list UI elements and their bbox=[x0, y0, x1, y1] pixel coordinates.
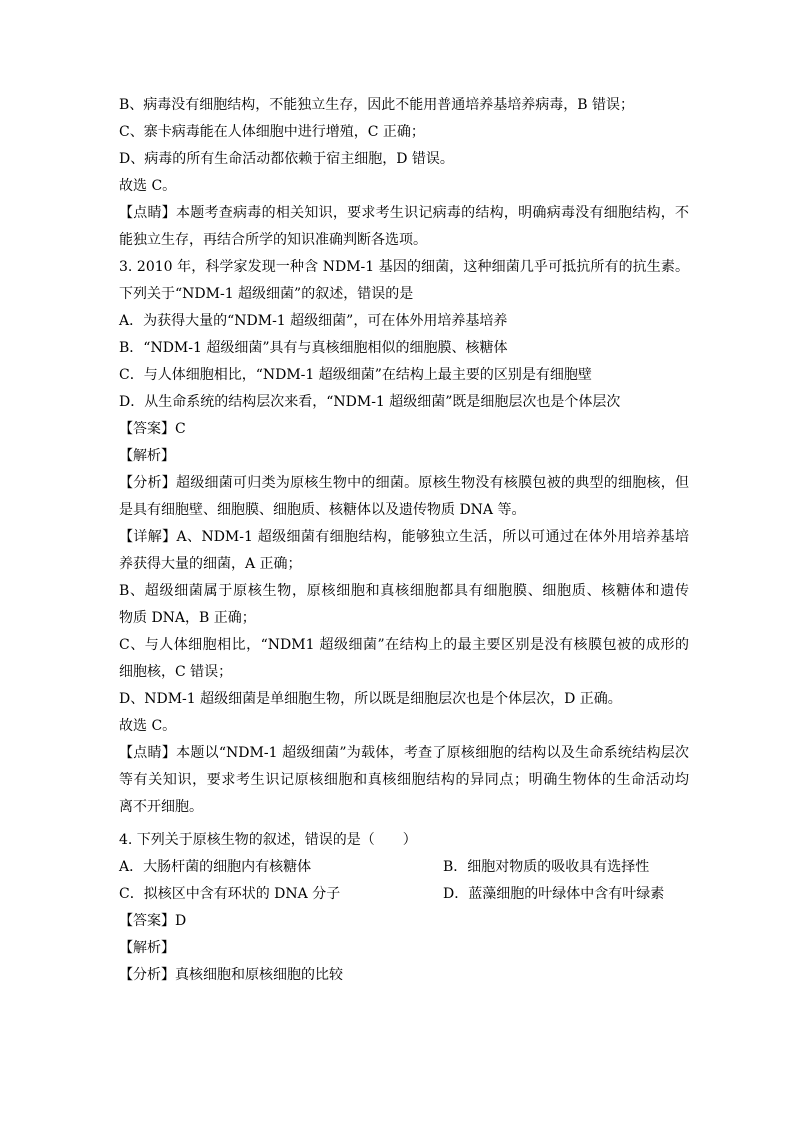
text-line: D、NDM-1 超级细菌是单细胞生物，所以既是细胞层次也是个体层次，D 正确。 bbox=[119, 691, 622, 707]
question-4-option-a: A．大肠杆菌的细胞内有核糖体 bbox=[119, 859, 312, 875]
question-3-option-c: C．与人体细胞相比，“NDM-1 超级细菌”在结构上最主要的区别是有细胞壁 bbox=[119, 367, 592, 383]
text-line: 能独立生存，再结合所学的知识准确判断各选项。 bbox=[119, 232, 427, 248]
text-line: 养获得大量的细菌，A 正确； bbox=[119, 556, 302, 572]
question-4-option-d: D．蓝藻细胞的叶绿体中含有叶绿素 bbox=[443, 886, 665, 902]
answer-label: 【答案】C bbox=[119, 421, 186, 437]
text-line: B、病毒没有细胞结构，不能独立生存，因此不能用普通培养基培养病毒，B 错误； bbox=[119, 97, 635, 113]
text-line: 【点睛】本题考查病毒的相关知识，要求考生识记病毒的结构，明确病毒没有细胞结构，不 bbox=[119, 205, 689, 221]
question-4-option-c: C．拟核区中含有环状的 DNA 分子 bbox=[119, 886, 341, 902]
text-line: C、寨卡病毒能在人体细胞中进行增殖，C 正确； bbox=[119, 124, 425, 140]
analysis-label: 【解析】 bbox=[119, 940, 175, 956]
question-4-option-b: B．细胞对物质的吸收具有选择性 bbox=[443, 859, 650, 875]
text-line: 故选 C。 bbox=[119, 178, 177, 194]
question-3-option-a: A．为获得大量的“NDM-1 超级细菌”，可在体外用培养基培养 bbox=[119, 313, 508, 329]
question-3-stem: 下列关于“NDM-1 超级细菌”的叙述，错误的是 bbox=[119, 286, 414, 302]
text-line: 【分析】超级细菌可归类为原核生物中的细菌。原核生物没有核膜包被的典型的细胞核，但 bbox=[119, 475, 689, 491]
text-line: 离不开细胞。 bbox=[119, 799, 203, 815]
question-3-stem: 3. 2010 年，科学家发现一种含 NDM-1 基因的细菌，这种细菌几乎可抵抗所有的抗生素。 bbox=[119, 259, 689, 275]
analysis-label: 【解析】 bbox=[119, 448, 175, 464]
question-3-option-b: B．“NDM-1 超级细菌”具有与真核细胞相似的细胞膜、核糖体 bbox=[119, 340, 508, 356]
question-4-stem: 4. 下列关于原核生物的叙述，错误的是（ ） bbox=[119, 832, 417, 848]
text-line: 细胞核，C 错误； bbox=[119, 664, 233, 680]
answer-label: 【答案】D bbox=[119, 913, 187, 929]
text-line: 【分析】真核细胞和原核细胞的比较 bbox=[119, 967, 343, 983]
text-line: 物质 DNA，B 正确； bbox=[119, 610, 256, 626]
text-line: B、超级细菌属于原核生物，原核细胞和真核细胞都具有细胞膜、细胞质、核糖体和遗传 bbox=[119, 583, 689, 599]
question-3-option-d: D．从生命系统的结构层次来看，“NDM-1 超级细菌”既是细胞层次也是个体层次 bbox=[119, 394, 621, 410]
text-line: 故选 C。 bbox=[119, 718, 177, 734]
text-line: C、与人体细胞相比，“NDM1 超级细菌”在结构上的最主要区别是没有核膜包被的成形的 bbox=[119, 637, 689, 653]
text-line: D、病毒的所有生命活动都依赖于宿主细胞，D 错误。 bbox=[119, 151, 454, 167]
text-line: 等有关知识，要求考生识记原核细胞和真核细胞结构的异同点；明确生物体的生命活动均 bbox=[119, 772, 689, 788]
text-line: 【详解】A、NDM-1 超级细菌有细胞结构，能够独立生活，所以可通过在体外用培养基培 bbox=[119, 529, 689, 545]
text-line: 是具有细胞壁、细胞膜、细胞质、核糖体以及遗传物质 DNA 等。 bbox=[119, 502, 526, 518]
text-line: 【点睛】本题以“NDM-1 超级细菌”为载体，考查了原核细胞的结构以及生命系统结构层次 bbox=[119, 745, 689, 761]
